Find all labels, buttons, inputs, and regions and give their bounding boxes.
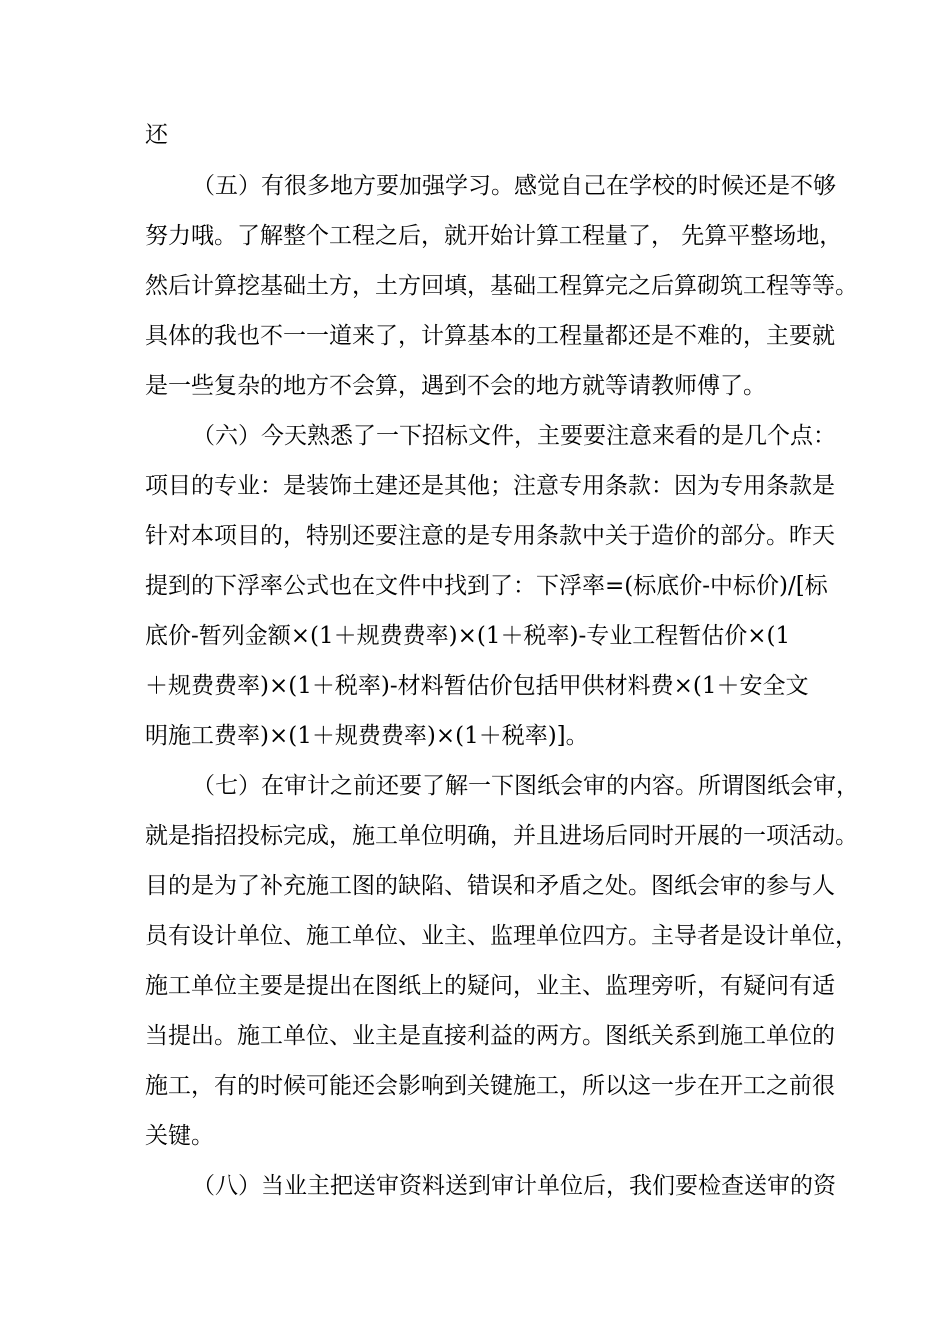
text-line: 施工，有的时候可能还会影响到关键施工，所以这一步在开工之前很 — [145, 1073, 835, 1099]
text-line: 具体的我也不一一道来了，计算基本的工程量都还是不难的，主要就 — [145, 323, 835, 349]
paragraph-7-start: （七）在审计之前还要了解一下图纸会审的内容。所谓图纸会审， — [192, 773, 859, 799]
text-line: 还 — [145, 122, 168, 148]
text-line: 施工单位主要是提出在图纸上的疑问，业主、监理旁听，有疑问有适 — [145, 973, 835, 999]
paragraph-6-start: （六）今天熟悉了一下招标文件，主要要注意来看的是几个点： — [192, 423, 836, 449]
text-line: 项目的专业：是装饰土建还是其他；注意专用条款：因为专用条款是 — [145, 473, 835, 499]
text-line: 提到的下浮率公式也在文件中找到了：下浮率=(标底价-中标价)/[标 — [145, 573, 828, 599]
text-line: 就是指招投标完成，施工单位明确，并且进场后同时开展的一项活动。 — [145, 823, 858, 849]
text-line: ＋规费费率)×(1＋税率)-材料暂估价包括甲供材料费×(1＋安全文 — [145, 673, 809, 699]
text-line: 然后计算挖基础土方，土方回填，基础工程算完之后算砌筑工程等等。 — [145, 273, 858, 299]
paragraph-5-start: （五）有很多地方要加强学习。感觉自己在学校的时候还是不够 — [192, 173, 836, 199]
text-line: 关键。 — [145, 1123, 214, 1149]
text-line: 明施工费率)×(1＋规费费率)×(1＋税率)]。 — [145, 723, 589, 749]
text-line: 是一些复杂的地方不会算，遇到不会的地方就等请教师傅了。 — [145, 373, 766, 399]
text-line: 针对本项目的，特别还要注意的是专用条款中关于造价的部分。昨天 — [145, 523, 835, 549]
text-line: 员有设计单位、施工单位、业主、监理单位四方。主导者是设计单位， — [145, 923, 858, 949]
paragraph-8-start: （八）当业主把送审资料送到审计单位后，我们要检查送审的资 — [192, 1173, 836, 1199]
text-line: 努力哦。了解整个工程之后，就开始计算工程量了， 先算平整场地， — [145, 223, 843, 249]
text-line: 底价-暂列金额×(1＋规费费率)×(1＋税率)-专业工程暂估价×(1 — [145, 623, 791, 649]
text-line: 目的是为了补充施工图的缺陷、错误和矛盾之处。图纸会审的参与人 — [145, 873, 835, 899]
text-line: 当提出。施工单位、业主是直接利益的两方。图纸关系到施工单位的 — [145, 1023, 835, 1049]
